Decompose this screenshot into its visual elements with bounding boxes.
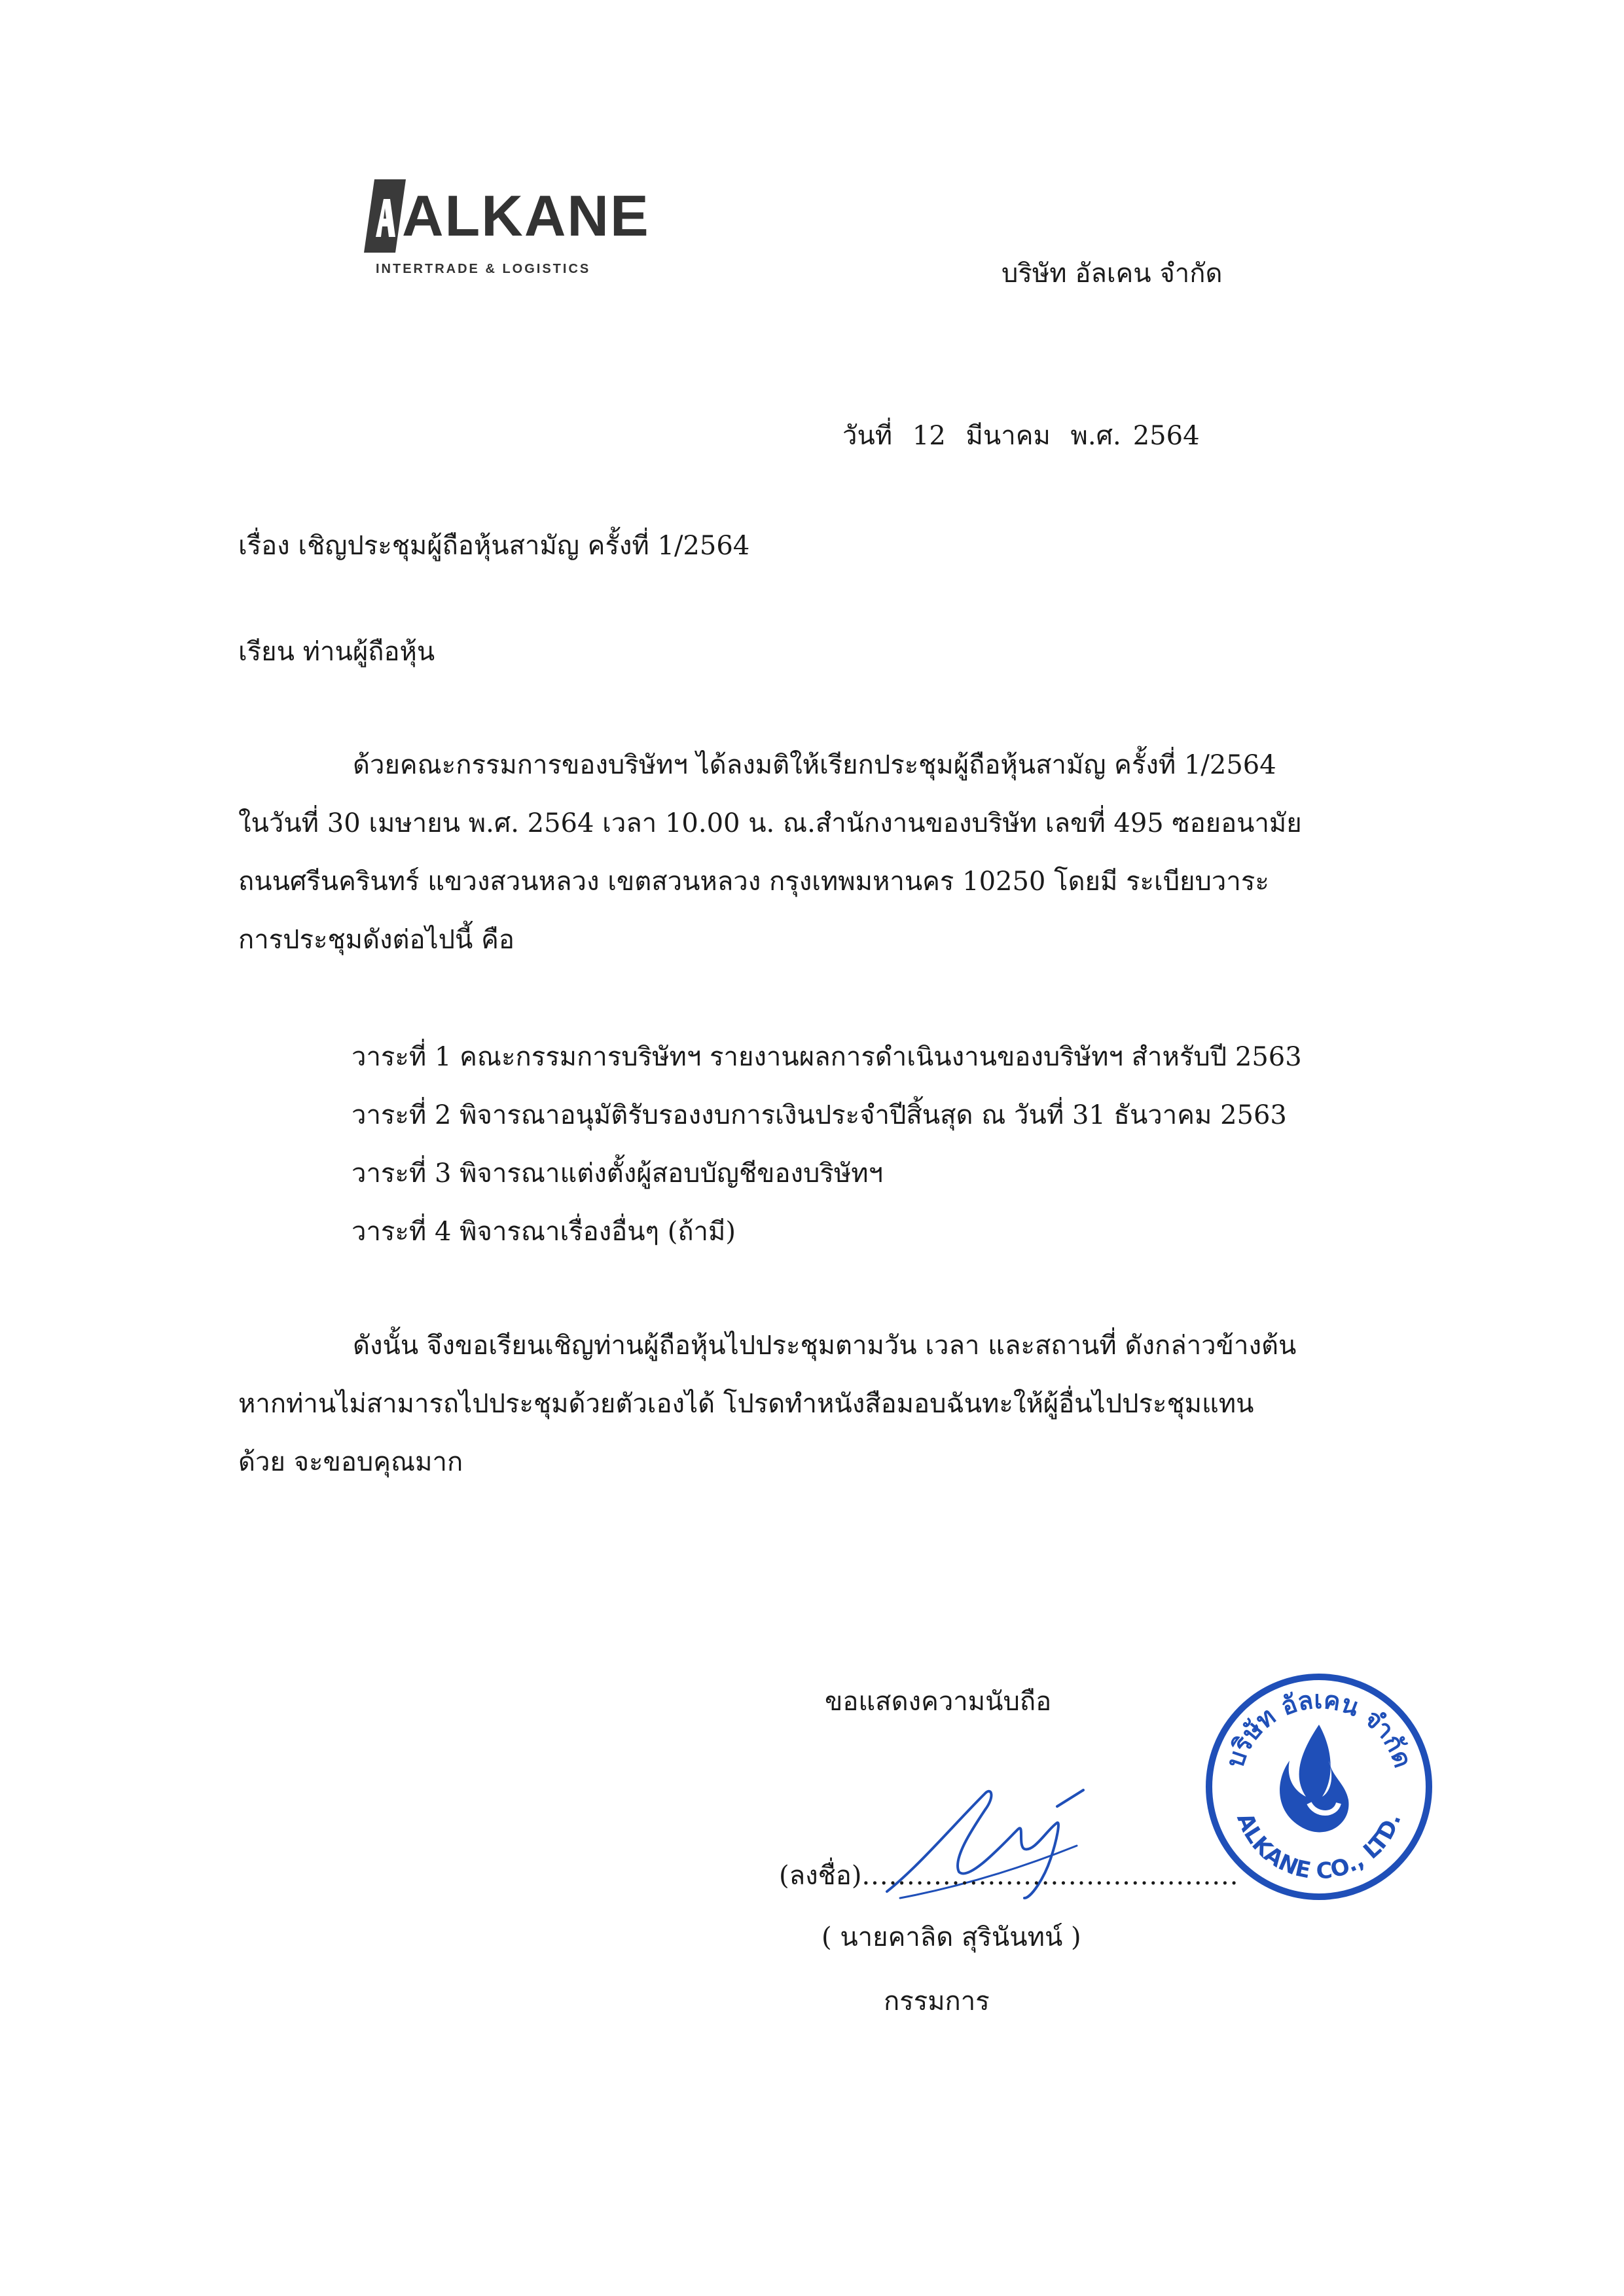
letter-date [842, 418, 1212, 454]
seal-flame-icon [1280, 1725, 1348, 1832]
letter-subject: เรื่อง เชิญประชุมผู้ถือหุ้นสามัญ ครั้งที่ 1/2564 [238, 531, 750, 561]
paragraph-line: ถนนศรีนครินทร์ แขวงสวนหลวง เขตสวนหลวง กรุงเทพมหานคร 10250 โดยมี ระเบียบวาระ [238, 867, 1269, 897]
agenda-item: วาระที่ 1 คณะกรรมการบริษัทฯ รายงานผลการดำเนินงานของบริษัทฯ สำหรับปี 2563 [352, 1042, 1302, 1072]
signatory-name: ( นายคาลิด สุรินันทน์ ) [821, 1922, 1081, 1952]
paragraph-line: ในวันที่ 30 เมษายน พ.ศ. 2564 เวลา 10.00 น. ณ.สำนักงานของบริษัท เลขที่ 495 ซอยอนามัย [238, 808, 1302, 838]
seal-bottom-text: ALKANE CO., LTD. [1231, 1809, 1407, 1885]
sign-label: (ลงชื่อ) [779, 1861, 862, 1891]
date-era: พ.ศ. [1070, 421, 1121, 451]
date-prefix: วันที่ [842, 421, 893, 451]
sign-dots: .......................................... [861, 1861, 1239, 1891]
body-paragraph-2 [238, 1317, 1364, 1492]
letter-salutation: เรียน ท่านผู้ถือหุ้น [238, 637, 435, 667]
company-seal-stamp [1195, 1662, 1443, 1911]
agenda-item: วาระที่ 2 พิจารณาอนุมัติรับรองงบการเงินประจำปีสิ้นสุด ณ วันที่ 31 ธันวาคม 2563 [352, 1100, 1287, 1130]
logo-tagline: INTERTRADE & LOGISTICS [376, 262, 591, 276]
signature-line [779, 1857, 1238, 1894]
closing-regards: ขอแสดงความนับถือ [825, 1687, 1052, 1717]
agenda-list [352, 1028, 1302, 1261]
date-year: 2564 [1132, 421, 1200, 451]
company-logo [364, 175, 650, 287]
seal-top-text: บริษัท อัลเคน จำกัด [1220, 1685, 1418, 1772]
paragraph-line: หากท่านไม่สามารถไปประชุมด้วยตัวเองได้ โปรดทำหนังสือมอบฉันทะให้ผู้อื่นไปประชุมแทน [238, 1389, 1254, 1419]
logo-name: ALKANE [402, 183, 650, 248]
agenda-item: วาระที่ 4 พิจารณาเรื่องอื่นๆ (ถ้ามี) [352, 1217, 736, 1247]
paragraph-line: ด้วย จะขอบคุณมาก [238, 1447, 463, 1477]
paragraph-line: ด้วยคณะกรรมการของบริษัทฯ ได้ลงมติให้เรียกประชุมผู้ถือหุ้นสามัญ ครั้งที่ 1/2564 [353, 750, 1276, 780]
signatory-title: กรรมการ [884, 1986, 990, 2017]
date-day: 12 [912, 421, 946, 451]
body-paragraph-1 [238, 736, 1364, 969]
date-month: มีนาคม [965, 421, 1051, 451]
company-name: บริษัท อัลเคน จำกัด [1001, 259, 1223, 289]
paragraph-line: การประชุมดังต่อไปนี้ คือ [238, 925, 514, 955]
paragraph-line: ดังนั้น จึงขอเรียนเชิญท่านผู้ถือหุ้นไปประชุมตามวัน เวลา และสถานที่ ดังกล่าวข้างต้น [353, 1331, 1297, 1361]
logo-mark-icon [364, 179, 406, 253]
agenda-item: วาระที่ 3 พิจารณาแต่งตั้งผู้สอบบัญชีของบริษัทฯ [352, 1158, 884, 1189]
